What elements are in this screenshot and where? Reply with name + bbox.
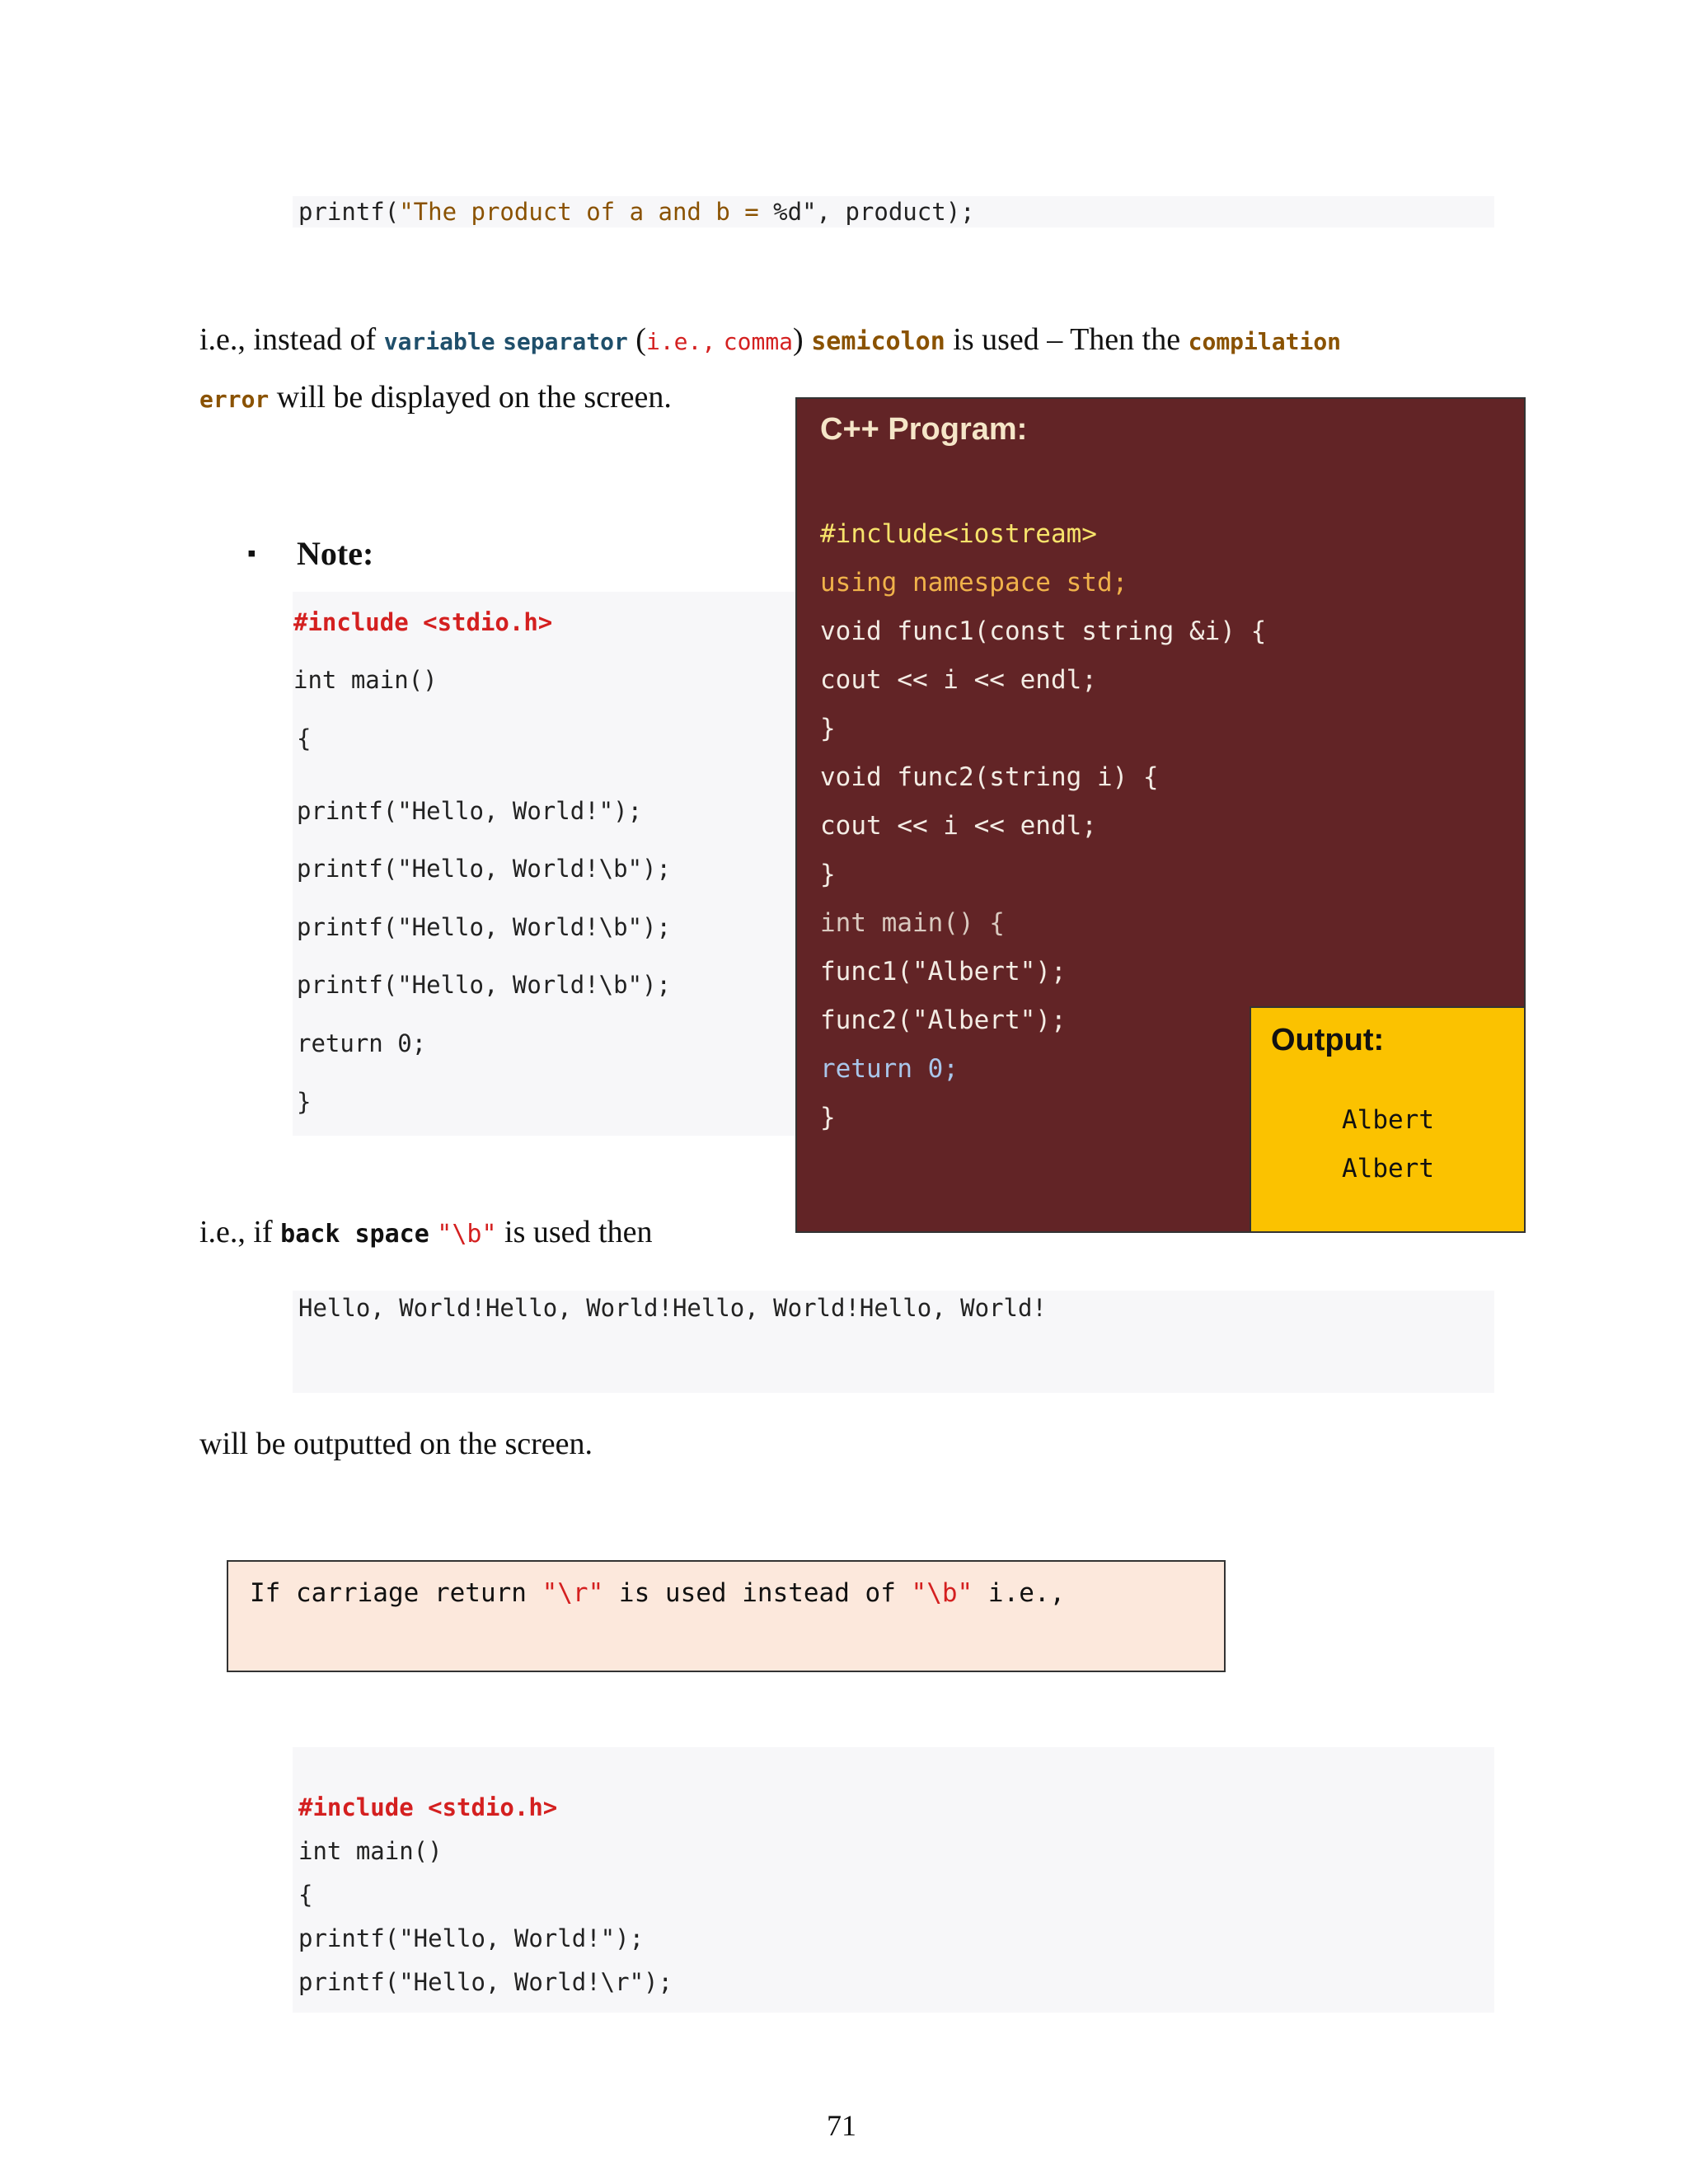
cpp-code-line: #include<iostream> [820, 519, 1097, 549]
cpp-code-line: void func1(const string &i) { [820, 616, 1267, 646]
paragraph-instead-of: i.e., instead of variable separator (i.e., comma) semicolon is used – Then the compilation [199, 322, 1342, 357]
bottom-code-line: { [298, 1881, 313, 1909]
note-code-line: printf("Hello, World!\b"); [297, 913, 671, 941]
cpp-code-line: cout << i << endl; [820, 665, 1097, 695]
note-code-line: int main() [293, 666, 438, 694]
page-number: 71 [827, 2109, 856, 2142]
output-panel [1250, 1006, 1526, 1233]
result-code-line: Hello, World!Hello, World!Hello, World!Hello, World! [298, 1294, 1047, 1322]
bottom-code-line: printf("Hello, World!"); [298, 1924, 645, 1952]
paragraph-error-line: error will be displayed on the screen. [199, 380, 672, 415]
output-title: Output: [1271, 1023, 1385, 1057]
bottom-code-line: printf("Hello, World!\r"); [298, 1968, 673, 1996]
cpp-code-line: return 0; [820, 1054, 959, 1084]
note-bullet: ▪ [247, 540, 256, 567]
cpp-code-line: } [820, 1103, 836, 1132]
cpp-code-line: } [820, 860, 836, 889]
cpp-code-line: int main() { [820, 908, 1005, 938]
note-code-line: printf("Hello, World!\b"); [297, 855, 671, 883]
note-code-line: } [297, 1088, 312, 1116]
note-code-line: { [297, 724, 312, 752]
output-line: Albert [1342, 1105, 1434, 1135]
carriage-return-text: If carriage return "\r" is used instead of "\b" i.e., [250, 1578, 1066, 1608]
note-code-line: printf("Hello, World!"); [297, 797, 643, 825]
note-code-line: #include <stdio.h> [293, 608, 553, 636]
output-line: Albert [1342, 1154, 1434, 1183]
bottom-code-line: int main() [298, 1837, 443, 1865]
bottom-code-line: #include <stdio.h> [298, 1793, 558, 1821]
cpp-code-line: func1("Albert"); [820, 957, 1067, 987]
paragraph-backspace: i.e., if back space "\b" is used then [199, 1215, 653, 1249]
note-code-line: printf("Hello, World!\b"); [297, 971, 671, 999]
note-label: Note: [297, 535, 374, 572]
note-code-line: return 0; [297, 1029, 427, 1057]
cpp-code-line: } [820, 714, 836, 743]
cpp-code-line: func2("Albert"); [820, 1005, 1067, 1035]
paragraph-outputted: will be outputted on the screen. [199, 1427, 593, 1461]
top-code-line: printf("The product of a and b = %d", product); [298, 198, 975, 226]
cpp-program-title: C++ Program: [820, 412, 1028, 447]
carriage-return-box [227, 1560, 1226, 1672]
cpp-code-line: using namespace std; [820, 568, 1128, 598]
cpp-code-line: cout << i << endl; [820, 811, 1097, 841]
cpp-code-line: void func2(string i) { [820, 762, 1159, 792]
